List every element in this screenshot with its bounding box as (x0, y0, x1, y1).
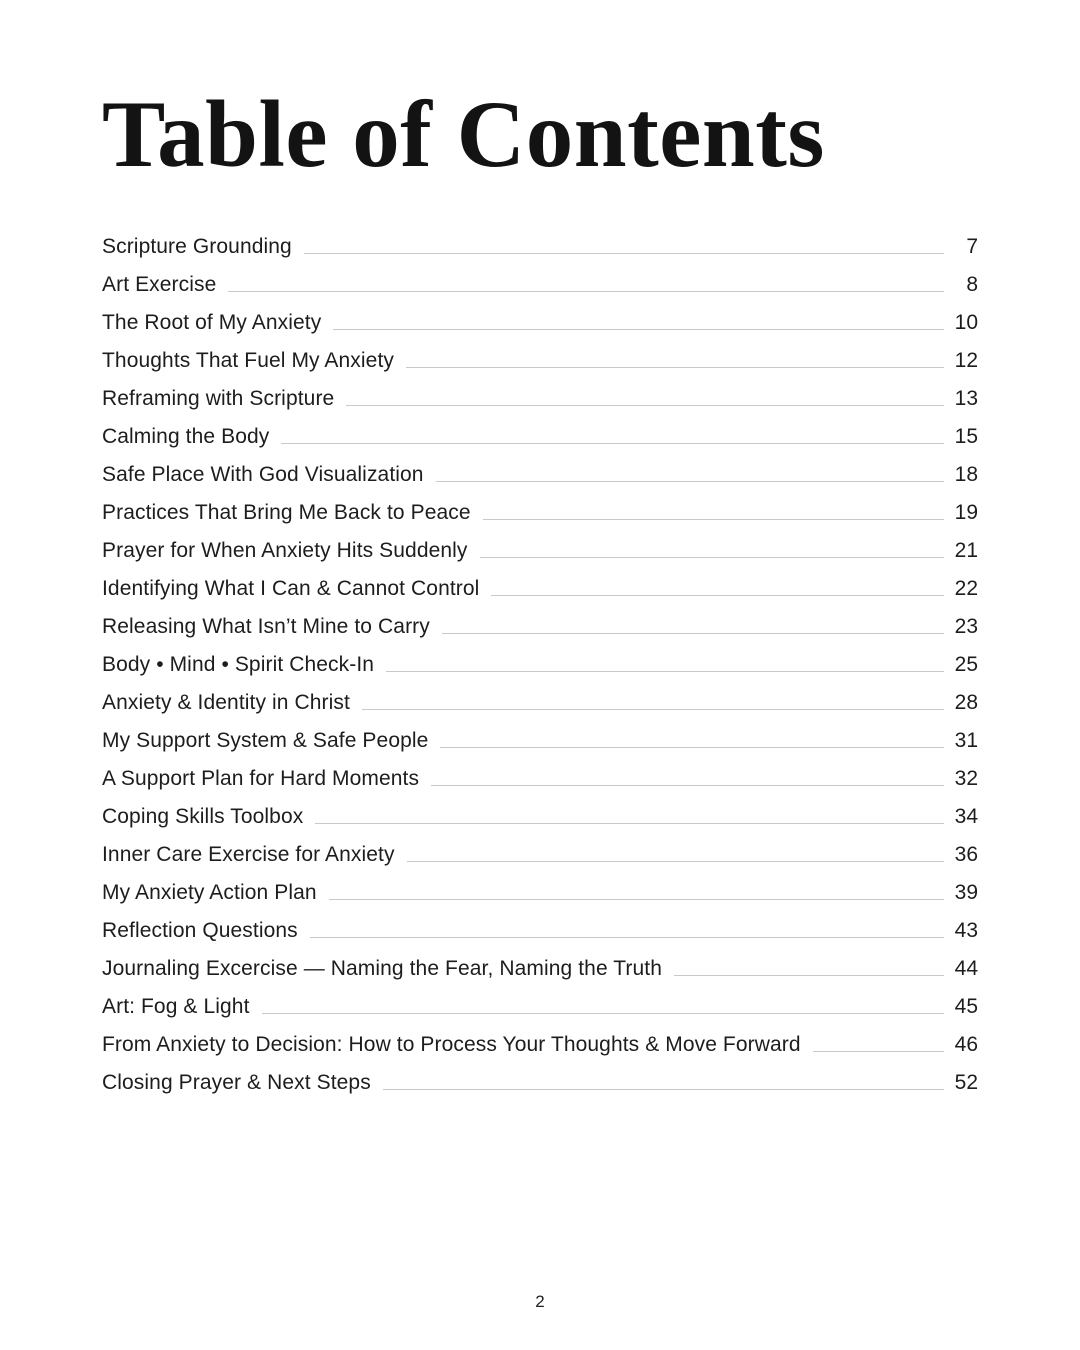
toc-entry-label: Calming the Body (102, 424, 270, 448)
toc-entry-row (102, 689, 978, 716)
toc-entry-page: 28 (954, 690, 978, 714)
toc-entry-page: 45 (954, 994, 978, 1018)
toc-entry-row (102, 765, 978, 792)
leader-line (406, 367, 944, 368)
toc-entry-label: My Support System & Safe People (102, 728, 429, 752)
toc-entry-page: 18 (954, 462, 978, 486)
toc-entry-label: Identifying What I Can & Cannot Control (102, 576, 480, 600)
toc-entry-page: 34 (954, 804, 978, 828)
page-title: Table of Contents (102, 81, 825, 187)
toc-entry-page: 39 (954, 880, 978, 904)
toc-entry-page: 44 (954, 956, 978, 980)
footer-page-number: 2 (535, 1292, 545, 1311)
toc-entry-row (102, 423, 978, 450)
toc-entry-row (102, 651, 978, 678)
leader-line (674, 975, 944, 976)
toc-entry-row (102, 537, 978, 564)
toc-entry-page: 7 (966, 234, 978, 258)
toc-entry-row (102, 347, 978, 374)
toc-entry-row (102, 879, 978, 906)
toc-entry-label: Practices That Bring Me Back to Peace (102, 500, 471, 524)
toc-entry-page: 31 (954, 728, 978, 752)
toc-entry-row (102, 841, 978, 868)
toc-entry-label: Releasing What Isn’t Mine to Carry (102, 614, 430, 638)
leader-line (346, 405, 944, 406)
toc-entry-row (102, 917, 978, 944)
leader-line (333, 329, 944, 330)
table-of-contents (102, 233, 978, 1096)
toc-entry-page: 22 (954, 576, 978, 600)
toc-entry-row (102, 271, 978, 298)
toc-entry-page: 36 (954, 842, 978, 866)
toc-entry-label: Scripture Grounding (102, 234, 292, 258)
toc-entry-label: Body • Mind • Spirit Check-In (102, 652, 375, 676)
toc-entry-row (102, 803, 978, 830)
toc-entry-label: My Anxiety Action Plan (102, 880, 317, 904)
toc-entry-label: The Root of My Anxiety (102, 310, 322, 334)
toc-entry-page: 46 (954, 1032, 978, 1056)
toc-entry-page: 15 (954, 424, 978, 448)
toc-entry-row (102, 727, 978, 754)
toc-entry-label: Reflection Questions (102, 918, 298, 942)
toc-entry-page: 52 (954, 1070, 978, 1094)
leader-line (329, 899, 944, 900)
toc-entry-row (102, 1031, 978, 1058)
leader-line (407, 861, 944, 862)
toc-entry-label: A Support Plan for Hard Moments (102, 766, 420, 790)
toc-entry-row (102, 993, 978, 1020)
toc-entry-row (102, 385, 978, 412)
toc-entry-label: Art: Fog & Light (102, 994, 250, 1018)
leader-line (386, 671, 944, 672)
toc-entry-page: 12 (954, 348, 978, 372)
toc-entry-label: Reframing with Scripture (102, 386, 335, 410)
toc-entry-row (102, 461, 978, 488)
toc-entry-page: 25 (954, 652, 978, 676)
leader-line (813, 1051, 944, 1052)
leader-line (431, 785, 944, 786)
toc-entry-page: 32 (954, 766, 978, 790)
toc-entry-row (102, 233, 978, 260)
toc-entry-page: 43 (954, 918, 978, 942)
leader-line (362, 709, 944, 710)
toc-entry-row (102, 1069, 978, 1096)
toc-entry-label: Art Exercise (102, 272, 217, 296)
toc-entry-page: 23 (954, 614, 978, 638)
leader-line (228, 291, 944, 292)
toc-entry-label: Safe Place With God Visualization (102, 462, 424, 486)
toc-entry-page: 19 (954, 500, 978, 524)
toc-entry-label: Prayer for When Anxiety Hits Suddenly (102, 538, 468, 562)
leader-line (281, 443, 944, 444)
toc-entry-page: 8 (966, 272, 978, 296)
toc-entry-label: Coping Skills Toolbox (102, 804, 304, 828)
toc-entry-label: Thoughts That Fuel My Anxiety (102, 348, 394, 372)
toc-entry-row (102, 309, 978, 336)
toc-entry-page: 10 (954, 310, 978, 334)
leader-line (304, 253, 944, 254)
toc-entry-page: 21 (954, 538, 978, 562)
leader-line (480, 557, 944, 558)
leader-line (440, 747, 944, 748)
toc-entry-row (102, 499, 978, 526)
leader-line (315, 823, 944, 824)
toc-entry-label: Closing Prayer & Next Steps (102, 1070, 371, 1094)
leader-line (442, 633, 944, 634)
leader-line (383, 1089, 944, 1090)
toc-entry-page: 13 (954, 386, 978, 410)
toc-entry-label: Inner Care Exercise for Anxiety (102, 842, 395, 866)
toc-entry-row (102, 575, 978, 602)
leader-line (436, 481, 944, 482)
toc-entry-label: From Anxiety to Decision: How to Process Your Thoughts & Move Forward (102, 1032, 801, 1056)
toc-entry-row (102, 955, 978, 982)
toc-entry-label: Anxiety & Identity in Christ (102, 690, 350, 714)
leader-line (310, 937, 944, 938)
toc-entry-row (102, 613, 978, 640)
leader-line (262, 1013, 944, 1014)
leader-line (483, 519, 944, 520)
leader-line (491, 595, 944, 596)
toc-entry-label: Journaling Excercise — Naming the Fear, Naming the Truth (102, 956, 663, 980)
